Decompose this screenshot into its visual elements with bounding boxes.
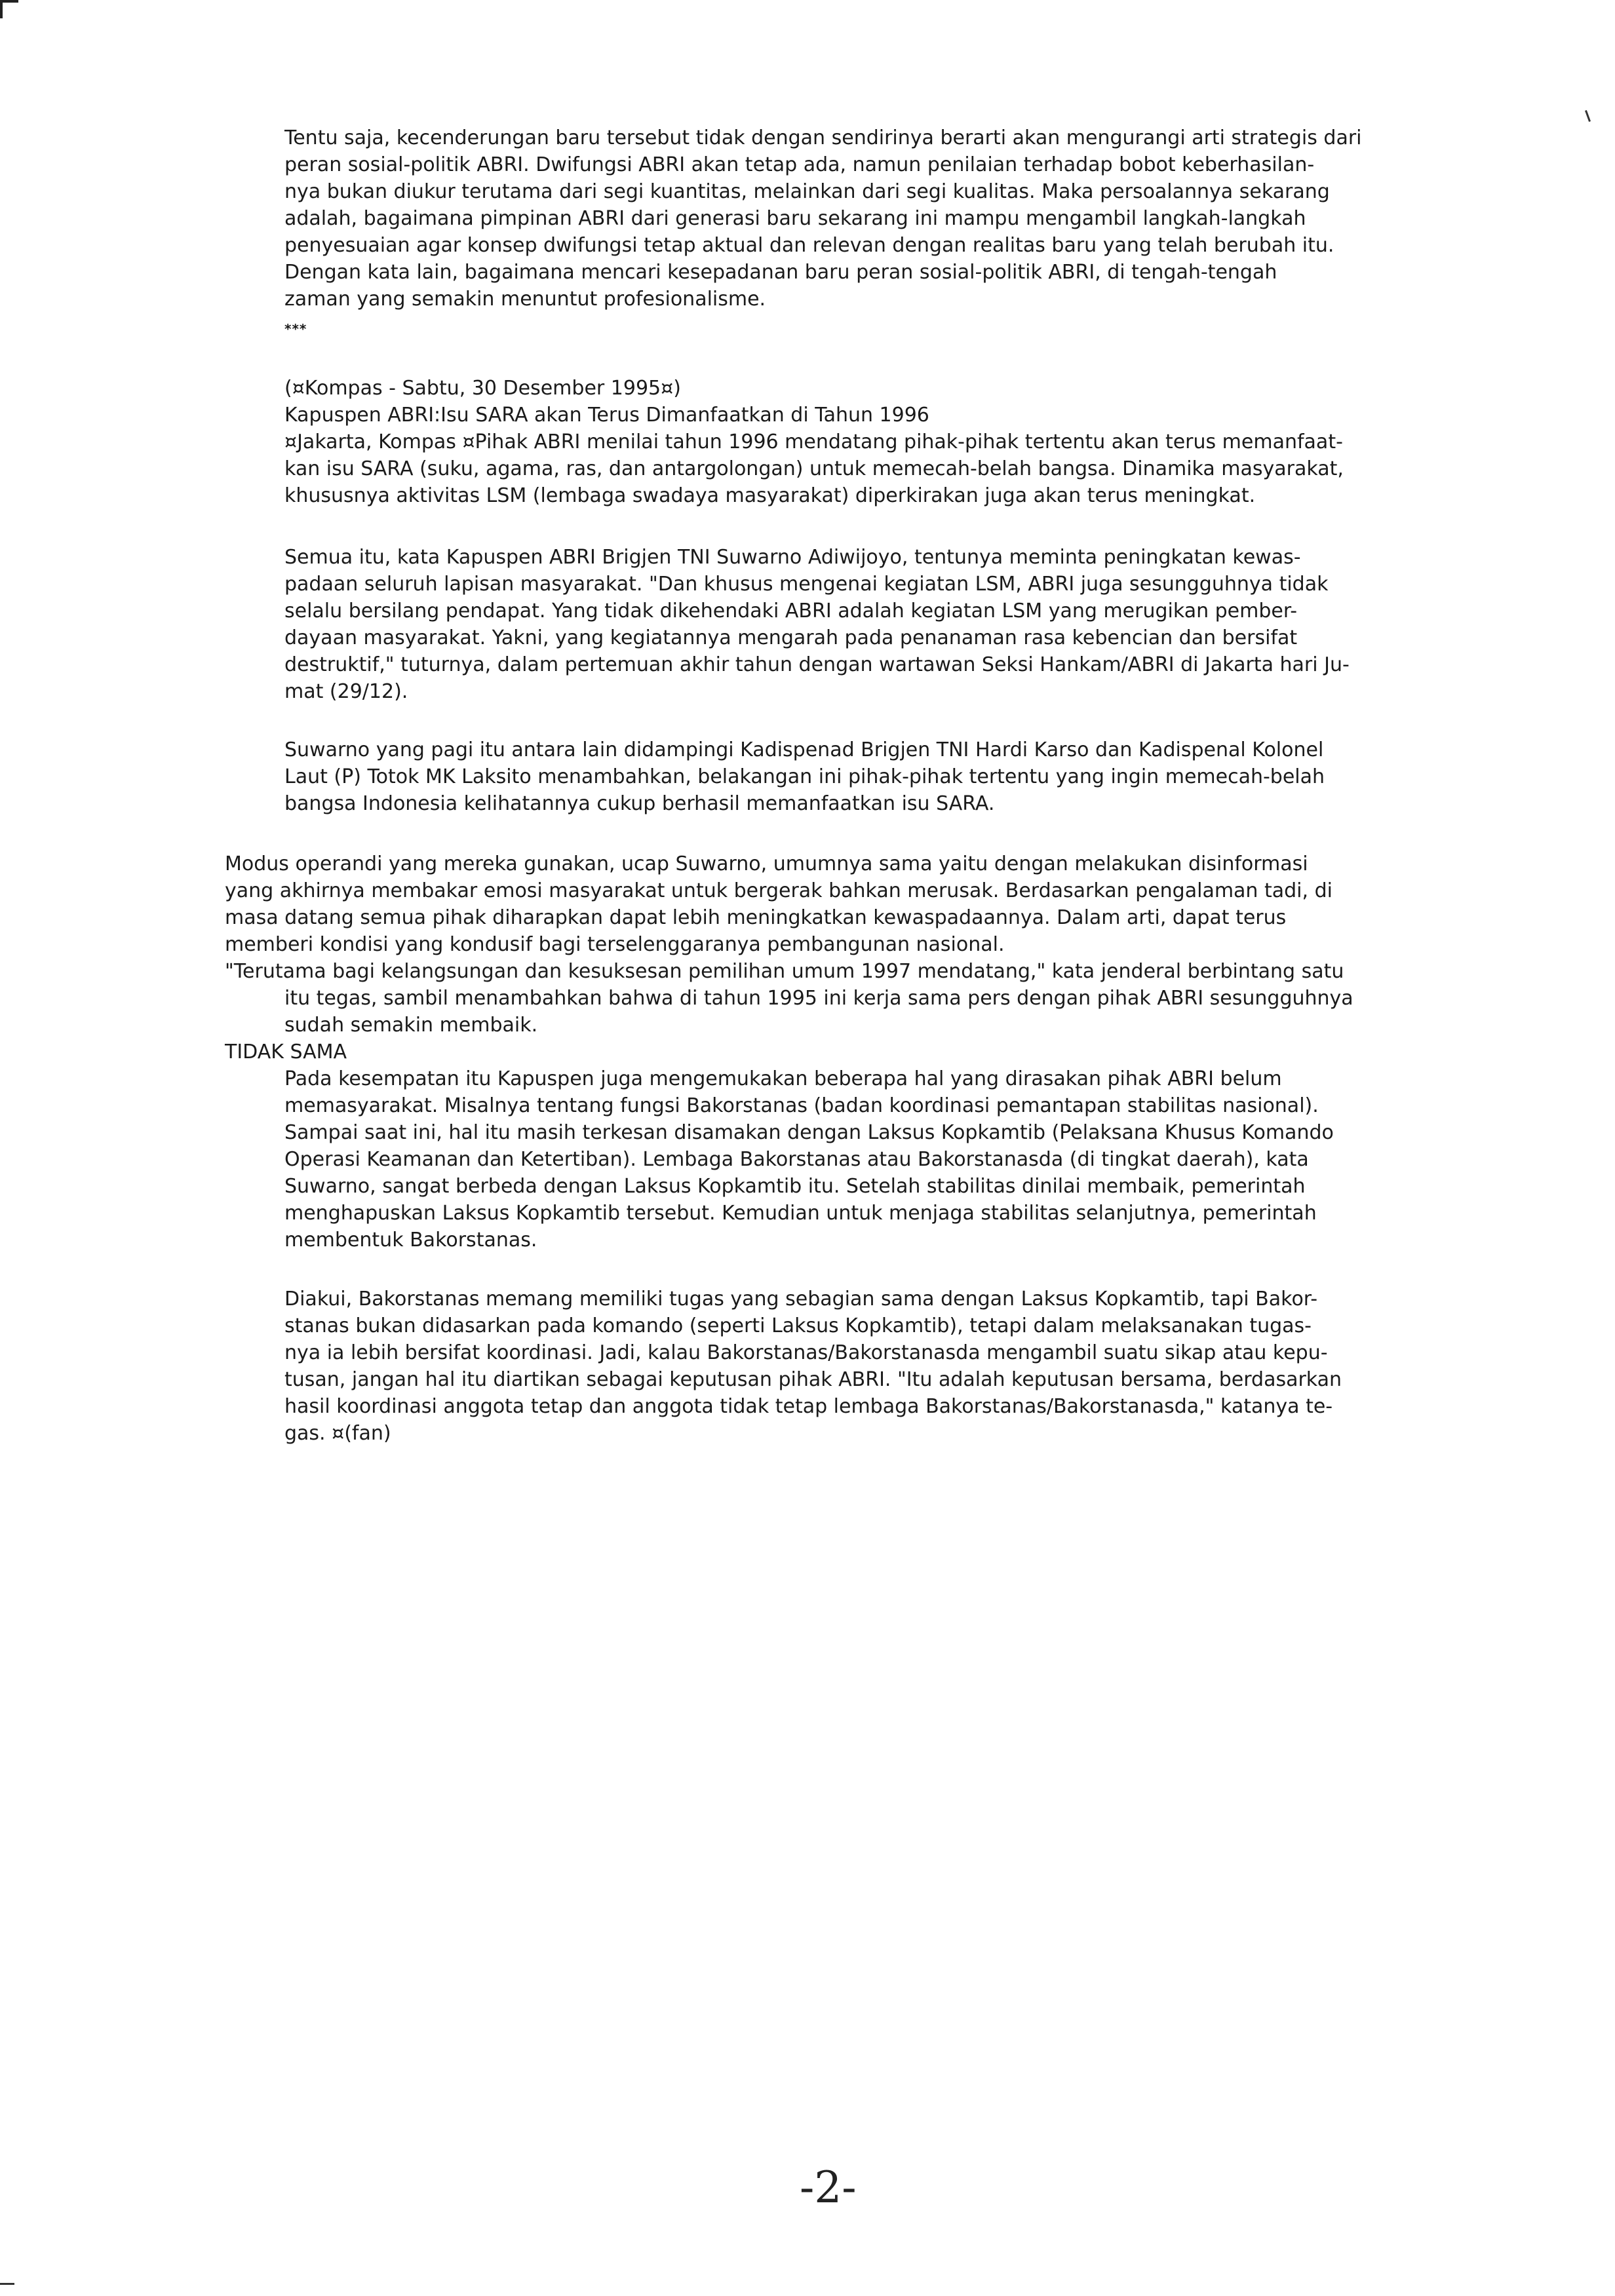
text-line: Diakui, Bakorstanas memang memiliki tugas yang sebagian sama dengan Laksus Kopkamtib, tapi Bakor- (284, 1288, 1318, 1311)
text-line: mat (29/12). (284, 680, 408, 703)
text-line: memberi kondisi yang kondusif bagi terselenggaranya pembangunan nasional. (225, 933, 1005, 956)
text-line: Laut (P) Totok MK Laksito menambahkan, belakangan ini pihak-pihak tertentu yang ingin memecah-belah (284, 765, 1325, 788)
text-line: bangsa Indonesia kelihatannya cukup berhasil memanfaatkan isu SARA. (284, 792, 995, 815)
headline: Kapuspen ABRI:Isu SARA akan Terus Dimanfaatkan di Tahun 1996 (284, 404, 929, 427)
scan-edge-mark (0, 0, 3, 18)
page-number: -2- (800, 2162, 857, 2213)
text-line: Semua itu, kata Kapuspen ABRI Brigjen TNI Suwarno Adiwijoyo, tentunya meminta peningkatan kewas- (284, 546, 1301, 569)
paragraph-bakorstanas (284, 1065, 1334, 1253)
text-line: penyesuaian agar konsep dwifungsi tetap aktual dan relevan dengan realitas baru yang telah berubah itu. (284, 234, 1334, 257)
text-line: dayaan masyarakat. Yakni, yang kegiatannya mengarah pada penanaman rasa kebencian dan bersifat (284, 626, 1298, 649)
text-line: hasil koordinasi anggota tetap dan anggota tidak tetap lembaga Bakorstanas/Bakorstanasda," katanya te- (284, 1395, 1333, 1418)
paragraph-modus-operandi (225, 851, 1333, 958)
text-line: selalu bersilang pendapat. Yang tidak dikehendaki ABRI adalah kegiatan LSM yang merugikan pember- (284, 600, 1298, 622)
text-line: khususnya aktivitas LSM (lembaga swadaya masyarakat) diperkirakan juga akan terus meningkat. (284, 484, 1256, 507)
text-line: masa datang semua pihak diharapkan dapat lebih meningkatkan kewaspadaannya. Dalam arti, dapat terus (225, 906, 1287, 929)
source-line: (¤Kompas - Sabtu, 30 Desember 1995¤) (284, 377, 681, 400)
text-line: peran sosial-politik ABRI. Dwifungsi ABRI akan tetap ada, namun penilaian terhadap bobot keberhasilan- (284, 153, 1315, 176)
text-line: destruktif," tuturnya, dalam pertemuan akhir tahun dengan wartawan Seksi Hankam/ABRI di Jakarta hari Ju- (284, 653, 1350, 676)
paragraph-diakui (284, 1286, 1342, 1447)
text-line: zaman yang semakin menuntut profesionalisme. (284, 288, 766, 311)
text-line: gas. ¤(fan) (284, 1422, 391, 1445)
text-line: Suwarno, sangat berbeda dengan Laksus Kopkamtib itu. Setelah stabilitas dinilai membaik, pemerintah (284, 1175, 1306, 1198)
text-line: Modus operandi yang mereka gunakan, ucap Suwarno, umumnya sama yaitu dengan melakukan disinformasi (225, 852, 1308, 875)
text-line: itu tegas, sambil menambahkan bahwa di tahun 1995 ini kerja sama pers dengan pihak ABRI sesungguhnya (284, 987, 1353, 1010)
text-line: "Terutama bagi kelangsungan dan kesuksesan pemilihan umum 1997 mendatang," kata jenderal berbintang satu (225, 960, 1344, 983)
text-line: nya bukan diukur terutama dari segi kuantitas, melainkan dari segi kualitas. Maka persoalannya sekarang (284, 180, 1330, 203)
text-line: ¤Jakarta, Kompas ¤Pihak ABRI menilai tahun 1996 mendatang pihak-pihak tertentu akan terus memanfaat- (284, 430, 1343, 453)
paragraph-pemilu-quote (225, 958, 1353, 1039)
text-line: sudah semakin membaik. (284, 1014, 538, 1037)
scan-edge-mark (0, 2283, 14, 2285)
text-line: stanas bukan didasarkan pada komando (seperti Laksus Kopkamtib), tetapi dalam melaksanakan tugas- (284, 1314, 1312, 1337)
text-line: tusan, jangan hal itu diartikan sebagai keputusan pihak ABRI. "Itu adalah keputusan bersama, berdasarkan (284, 1368, 1342, 1391)
subheading (225, 1039, 347, 1065)
paragraph-dwifungsi (284, 124, 1362, 313)
article-header-lead (284, 375, 1344, 509)
text-line: kan isu SARA (suku, agama, ras, dan antargolongan) untuk memecah-belah bangsa. Dinamika masyarakat, (284, 457, 1344, 480)
text-line: Tentu saja, kecenderungan baru tersebut tidak dengan sendirinya berarti akan mengurangi arti strategis dari (284, 126, 1362, 149)
text-line: Sampai saat ini, hal itu masih terkesan disamakan dengan Laksus Kopkamtib (Pelaksana Khusus Komando (284, 1121, 1334, 1144)
subheading-text: TIDAK SAMA (225, 1041, 347, 1063)
text-line: membentuk Bakorstanas. (284, 1229, 537, 1252)
text-line: adalah, bagaimana pimpinan ABRI dari generasi baru sekarang ini mampu mengambil langkah-langkah (284, 207, 1306, 230)
text-line: padaan seluruh lapisan masyarakat. "Dan khusus mengenai kegiatan LSM, ABRI juga sesungguhnya tidak (284, 573, 1329, 596)
section-separator: *** (284, 321, 307, 337)
text-line: Pada kesempatan itu Kapuspen juga mengemukakan beberapa hal yang dirasakan pihak ABRI belum (284, 1067, 1282, 1090)
paragraph-kapuspen-quote (284, 544, 1350, 705)
text-line: Dengan kata lain, bagaimana mencari kesepadanan baru peran sosial-politik ABRI, di tengah-tengah (284, 261, 1277, 284)
text-line: menghapuskan Laksus Kopkamtib tersebut. Kemudian untuk menjaga stabilitas selanjutnya, pemerintah (284, 1202, 1317, 1225)
scan-edge-mark (0, 0, 18, 3)
text-line: yang akhirnya membakar emosi masyarakat untuk bergerak bahkan merusak. Berdasarkan pengalaman tadi, di (225, 879, 1333, 902)
paragraph-suwarno (284, 737, 1325, 817)
text-line: Suwarno yang pagi itu antara lain didampingi Kadispenad Brigjen TNI Hardi Karso dan Kadispenal Kolonel (284, 738, 1324, 761)
scan-speck (1585, 110, 1591, 122)
text-line: memasyarakat. Misalnya tentang fungsi Bakorstanas (badan koordinasi pemantapan stabilitas nasional). (284, 1094, 1319, 1117)
text-line: Operasi Keamanan dan Ketertiban). Lembaga Bakorstanas atau Bakorstanasda (di tingkat daerah), kata (284, 1148, 1309, 1171)
text-line: nya ia lebih bersifat koordinasi. Jadi, kalau Bakorstanas/Bakorstanasda mengambil suatu sikap atau kepu- (284, 1341, 1328, 1364)
